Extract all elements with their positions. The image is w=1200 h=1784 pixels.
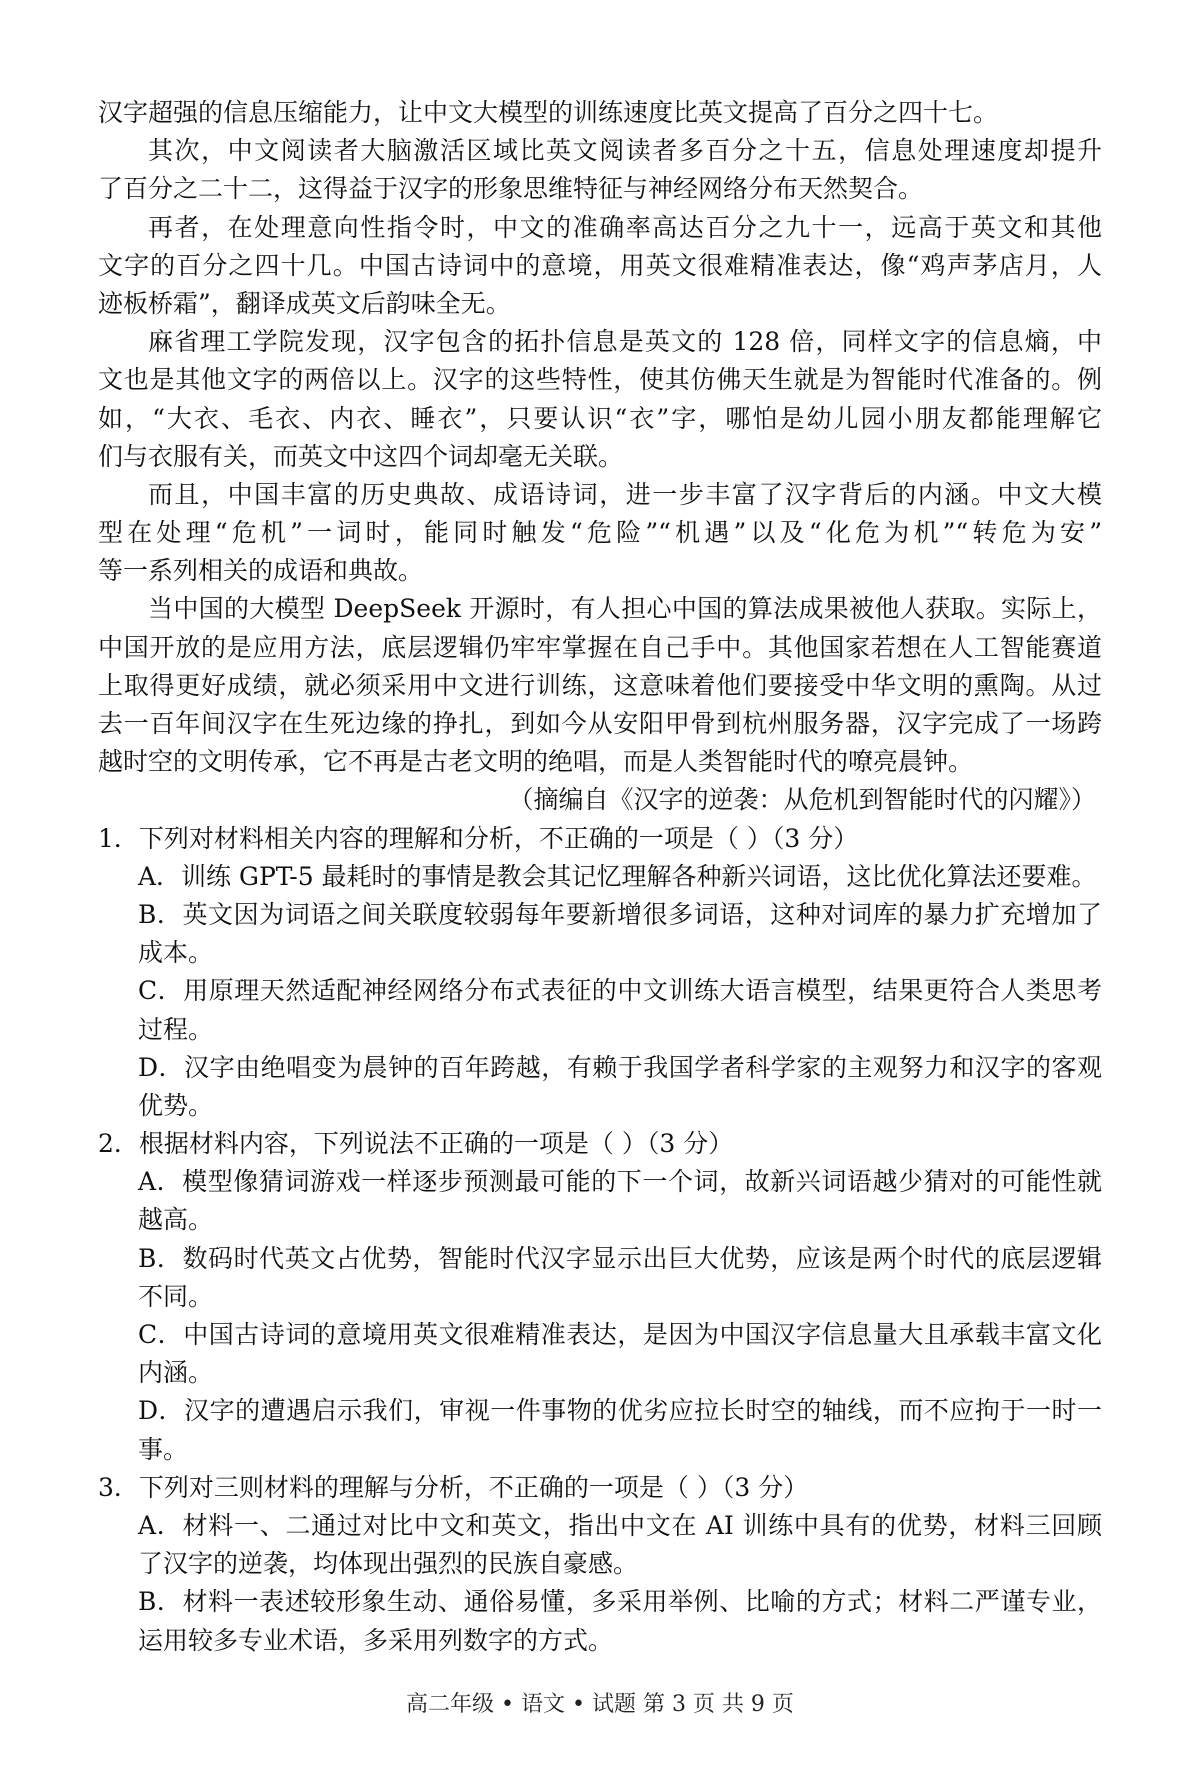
question-2-option-d-cont: 事。 xyxy=(138,1434,189,1464)
passage-source: （摘编自《汉字的逆袭：从危机到智能时代的闪耀》） xyxy=(508,785,1096,815)
passage-line: 如，“大衣、毛衣、内衣、睡衣”，只要认识“衣”字，哪怕是幼儿园小朋友都能理解它 xyxy=(98,403,1102,433)
passage-line: 汉字超强的信息压缩能力，让中文大模型的训练速度比英文提高了百分之四十七。 xyxy=(98,98,999,127)
passage-line: 们与衣服有关，而英文中这四个词却毫无关联。 xyxy=(98,441,624,471)
passage-line: 型在处理“危机”一词时，能同时触发“危险”“机遇”以及“化危为机”“转危为安” xyxy=(98,518,1102,548)
passage-line: 麻省理工学院发现，汉字包含的拓扑信息是英文的 128 倍，同样文字的信息熵，中 xyxy=(148,327,1102,357)
passage-line: 越时空的文明传承，它不再是古老文明的绝唱，而是人类智能时代的嘹亮晨钟。 xyxy=(98,747,974,777)
passage-line: 再者，在处理意向性指令时，中文的准确率高达百分之九十一，远高于英文和其他 xyxy=(148,212,1102,242)
question-2-option-c: C．中国古诗词的意境用英文很难精准表达，是因为中国汉字信息量大且承载丰富文化 xyxy=(138,1320,1102,1349)
question-1-option-d-cont: 优势。 xyxy=(138,1090,214,1120)
passage-line: 当中国的大模型 DeepSeek 开源时，有人担心中国的算法成果被他人获取。实际上， xyxy=(148,594,1102,624)
question-2-option-c-cont: 内涵。 xyxy=(138,1358,214,1388)
page-footer: 高二年级 • 语文 • 试题 第 3 页 共 9 页 xyxy=(406,1692,794,1717)
question-2-stem: 2．根据材料内容，下列说法不正确的一项是（ ）（3 分） xyxy=(98,1129,734,1159)
passage-line: 迹板桥霜”，翻译成英文后韵味全无。 xyxy=(98,288,511,318)
question-2-option-b-cont: 不同。 xyxy=(138,1281,214,1311)
question-1-option-c-cont: 过程。 xyxy=(138,1014,214,1044)
question-3-option-a: A．材料一、二通过对比中文和英文，指出中文在 AI 训练中具有的优势，材料三回顾 xyxy=(138,1510,1102,1540)
question-1-stem: 1．下列对材料相关内容的理解和分析，不正确的一项是（ ）（3 分） xyxy=(98,823,859,853)
question-1-option-a: A．训练 GPT-5 最耗时的事情是教会其记忆理解各种新兴词语，这比优化算法还要难。 xyxy=(138,861,1097,891)
question-1-option-b-cont: 成本。 xyxy=(138,938,214,968)
question-1-option-d: D．汉字由绝唱变为晨钟的百年跨越，有赖于我国学者科学家的主观努力和汉字的客观 xyxy=(138,1052,1102,1082)
passage-line: 等一系列相关的成语和典故。 xyxy=(98,556,424,586)
question-3-option-b-cont: 运用较多专业术语，多采用列数字的方式。 xyxy=(138,1625,614,1655)
question-3-stem: 3．下列对三则材料的理解与分析，不正确的一项是（ ）（3 分） xyxy=(98,1472,809,1502)
question-2-option-b: B．数码时代英文占优势，智能时代汉字显示出巨大优势，应该是两个时代的底层逻辑 xyxy=(138,1243,1102,1273)
passage-line: 文字的百分之四十几。中国古诗词中的意境，用英文很难精准表达，像“鸡声茅店月，人 xyxy=(98,250,1102,280)
passage-line: 上取得更好成绩，就必须采用中文进行训练，这意味着他们要接受中华文明的熏陶。从过 xyxy=(98,670,1102,700)
question-1-option-c: C．用原理天然适配神经网络分布式表征的中文训练大语言模型，结果更符合人类思考 xyxy=(138,976,1102,1006)
question-3-option-b: B．材料一表述较形象生动、通俗易懂，多采用举例、比喻的方式；材料二严谨专业， xyxy=(138,1587,1102,1617)
question-2-option-d: D．汉字的遭遇启示我们，审视一件事物的优劣应拉长时空的轴线，而不应拘于一时一 xyxy=(138,1396,1102,1426)
passage-line: 中国开放的是应用方法，底层逻辑仍牢牢掌握在自己手中。其他国家若想在人工智能赛道 xyxy=(98,632,1102,662)
passage-line: 文也是其他文字的两倍以上。汉字的这些特性，使其仿佛天生就是为智能时代准备的。例 xyxy=(98,365,1102,395)
passage-line: 去一百年间汉字在生死边缘的挣扎，到如今从安阳甲骨到杭州服务器，汉字完成了一场跨 xyxy=(98,709,1102,738)
passage-line: 而且，中国丰富的历史典故、成语诗词，进一步丰富了汉字背后的内涵。中文大模 xyxy=(148,479,1102,509)
passage-line: 其次，中文阅读者大脑激活区域比英文阅读者多百分之十五，信息处理速度却提升 xyxy=(148,136,1102,166)
passage-line: 了百分之二十二，这得益于汉字的形象思维特征与神经网络分布天然契合。 xyxy=(98,174,924,204)
exam-page xyxy=(98,94,1102,1660)
question-3-option-a-cont: 了汉字的逆袭，均体现出强烈的民族自豪感。 xyxy=(138,1549,639,1579)
question-2-option-a-cont: 越高。 xyxy=(138,1205,214,1235)
question-2-option-a: A．模型像猜词游戏一样逐步预测最可能的下一个词，故新兴词语越少猜对的可能性就 xyxy=(138,1167,1102,1197)
question-1-option-b: B．英文因为词语之间关联度较弱每年要新增很多词语，这种对词库的暴力扩充增加了 xyxy=(138,899,1102,929)
